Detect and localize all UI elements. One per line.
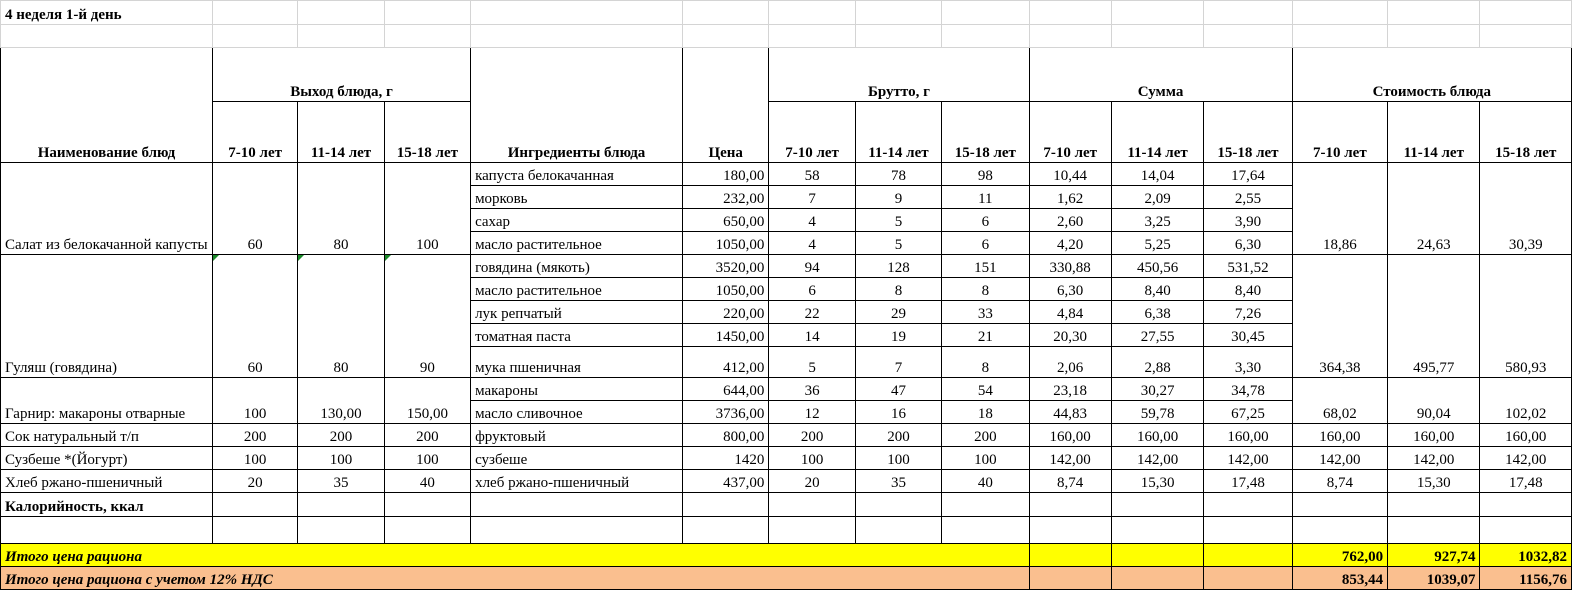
ingredient-brutto[interactable]: 6 (942, 232, 1029, 255)
ingredient-sum[interactable]: 6,30 (1204, 232, 1292, 255)
ingredient-sum[interactable]: 6,38 (1111, 301, 1203, 324)
empty-cell[interactable] (212, 493, 297, 517)
empty-cell[interactable] (471, 1, 683, 25)
header-brutto[interactable]: Брутто, г (769, 48, 1029, 102)
ingredient-brutto[interactable]: 36 (769, 378, 855, 401)
header-yield[interactable]: Выход блюда, г (212, 48, 470, 102)
ingredient-name[interactable]: капуста белокачанная (471, 163, 683, 186)
ingredient-sum[interactable]: 142,00 (1111, 447, 1203, 470)
ingredient-brutto[interactable]: 58 (769, 163, 855, 186)
ingredient-name[interactable]: говядина (мякоть) (471, 255, 683, 278)
empty-cell[interactable] (298, 25, 384, 48)
ingredient-name[interactable]: сузбеше (471, 447, 683, 470)
empty-cell[interactable] (683, 25, 769, 48)
empty-cell[interactable] (1029, 25, 1111, 48)
empty-cell[interactable] (1388, 493, 1480, 517)
ingredient-brutto[interactable]: 7 (855, 347, 941, 378)
empty-cell[interactable] (1480, 25, 1572, 48)
empty-cell[interactable] (942, 25, 1029, 48)
ingredient-brutto[interactable]: 35 (855, 470, 941, 493)
ingredient-brutto[interactable]: 54 (942, 378, 1029, 401)
ingredient-sum[interactable]: 450,56 (1111, 255, 1203, 278)
ingredient-sum[interactable]: 4,84 (1029, 301, 1111, 324)
ingredient-sum[interactable]: 5,25 (1111, 232, 1203, 255)
ingredient-name[interactable]: хлеб ржано-пшеничный (471, 470, 683, 493)
empty-cell[interactable] (212, 517, 297, 544)
total-vat-value[interactable]: 1039,07 (1388, 567, 1480, 590)
empty-cell[interactable] (384, 493, 470, 517)
empty-cell[interactable] (1111, 1, 1203, 25)
ingredient-brutto[interactable]: 100 (769, 447, 855, 470)
empty-cell[interactable] (855, 1, 941, 25)
ingredient-brutto[interactable]: 200 (855, 424, 941, 447)
ingredient-price[interactable]: 437,00 (683, 470, 769, 493)
ingredient-sum[interactable]: 27,55 (1111, 324, 1203, 347)
ingredient-brutto[interactable]: 200 (769, 424, 855, 447)
ingredient-sum[interactable]: 59,78 (1111, 401, 1203, 424)
header-age-3[interactable]: 15-18 лет (1204, 102, 1292, 163)
header-age-2[interactable]: 11-14 лет (298, 102, 384, 163)
empty-cell[interactable] (471, 25, 683, 48)
empty-cell[interactable] (471, 493, 683, 517)
header-age-1[interactable]: 7-10 лет (1292, 102, 1387, 163)
calories-label[interactable]: Калорийность, ккал (1, 493, 213, 517)
ingredient-price[interactable]: 3520,00 (683, 255, 769, 278)
empty-cell[interactable] (942, 517, 1029, 544)
dish-yield[interactable]: 100 (212, 447, 297, 470)
empty-cell[interactable] (769, 25, 855, 48)
empty-cell[interactable] (1204, 493, 1292, 517)
empty-cell[interactable] (1204, 1, 1292, 25)
dish-yield[interactable]: 200 (298, 424, 384, 447)
ingredient-brutto[interactable]: 29 (855, 301, 941, 324)
dish-cost[interactable]: 160,00 (1480, 424, 1572, 447)
ingredient-name[interactable]: масло растительное (471, 232, 683, 255)
ingredient-sum[interactable]: 8,74 (1029, 470, 1111, 493)
ingredient-brutto[interactable]: 47 (855, 378, 941, 401)
empty-cell[interactable] (1111, 517, 1203, 544)
ingredient-brutto[interactable]: 16 (855, 401, 941, 424)
ingredient-brutto[interactable]: 21 (942, 324, 1029, 347)
ingredient-brutto[interactable]: 98 (942, 163, 1029, 186)
ingredient-sum[interactable]: 23,18 (1029, 378, 1111, 401)
dish-cost[interactable]: 24,63 (1388, 163, 1480, 255)
dish-yield[interactable]: 20 (212, 470, 297, 493)
ingredient-brutto[interactable]: 100 (942, 447, 1029, 470)
ingredient-sum[interactable]: 2,60 (1029, 209, 1111, 232)
ingredient-brutto[interactable]: 151 (942, 255, 1029, 278)
dish-cost[interactable]: 8,74 (1292, 470, 1387, 493)
dish-yield[interactable]: 100 (298, 447, 384, 470)
ingredient-brutto[interactable]: 18 (942, 401, 1029, 424)
empty-cell[interactable] (769, 1, 855, 25)
ingredient-price[interactable]: 180,00 (683, 163, 769, 186)
empty-cell[interactable] (1111, 567, 1203, 590)
empty-cell[interactable] (855, 25, 941, 48)
header-ingredients[interactable]: Ингредиенты блюда (471, 48, 683, 163)
ingredient-brutto[interactable]: 5 (769, 347, 855, 378)
ingredient-sum[interactable]: 3,30 (1204, 347, 1292, 378)
ingredient-price[interactable]: 220,00 (683, 301, 769, 324)
ingredient-price[interactable]: 3736,00 (683, 401, 769, 424)
ingredient-name[interactable]: мука пшеничная (471, 347, 683, 378)
empty-cell[interactable] (1204, 25, 1292, 48)
ingredient-sum[interactable]: 531,52 (1204, 255, 1292, 278)
ingredient-name[interactable]: сахар (471, 209, 683, 232)
dish-cost[interactable]: 142,00 (1292, 447, 1387, 470)
empty-cell[interactable] (1111, 544, 1203, 567)
empty-cell[interactable] (1480, 493, 1572, 517)
header-age-1[interactable]: 7-10 лет (212, 102, 297, 163)
sheet-row (1, 255, 1572, 278)
sheet-row (1, 163, 1572, 186)
empty-cell[interactable] (769, 517, 855, 544)
empty-cell[interactable] (1292, 493, 1387, 517)
empty-cell[interactable] (298, 1, 384, 25)
ingredient-price[interactable]: 1420 (683, 447, 769, 470)
sheet-row (1, 424, 1572, 447)
dish-yield[interactable]: 80 (298, 255, 384, 378)
header-age-3[interactable]: 15-18 лет (384, 102, 470, 163)
ingredient-sum[interactable]: 44,83 (1029, 401, 1111, 424)
ingredient-sum[interactable]: 2,55 (1204, 186, 1292, 209)
empty-cell[interactable] (1480, 1, 1572, 25)
ingredient-brutto[interactable]: 4 (769, 209, 855, 232)
dish-yield[interactable]: 100 (384, 447, 470, 470)
empty-cell[interactable] (298, 493, 384, 517)
header-age-1[interactable]: 7-10 лет (1029, 102, 1111, 163)
header-age-2[interactable]: 11-14 лет (1388, 102, 1480, 163)
empty-cell[interactable] (384, 517, 470, 544)
ingredient-sum[interactable]: 7,26 (1204, 301, 1292, 324)
empty-cell[interactable] (212, 25, 297, 48)
total-vat-value[interactable]: 1156,76 (1480, 567, 1572, 590)
empty-cell[interactable] (683, 517, 769, 544)
total-value[interactable]: 762,00 (1292, 544, 1387, 567)
ingredient-price[interactable]: 1050,00 (683, 278, 769, 301)
ingredient-brutto[interactable]: 8 (942, 278, 1029, 301)
ingredient-sum[interactable]: 142,00 (1204, 447, 1292, 470)
ingredient-sum[interactable]: 8,40 (1111, 278, 1203, 301)
ingredient-sum[interactable]: 17,64 (1204, 163, 1292, 186)
empty-cell[interactable] (1388, 25, 1480, 48)
dish-cost[interactable]: 160,00 (1388, 424, 1480, 447)
dish-cost[interactable]: 68,02 (1292, 378, 1387, 424)
empty-cell[interactable] (298, 517, 384, 544)
dish-cost[interactable]: 18,86 (1292, 163, 1387, 255)
dish-name[interactable]: Сок натуральный т/п (1, 424, 213, 447)
ingredient-sum[interactable]: 142,00 (1029, 447, 1111, 470)
ingredient-name[interactable]: морковь (471, 186, 683, 209)
ingredient-sum[interactable]: 2,88 (1111, 347, 1203, 378)
total-label[interactable]: Итого цена рациона (1, 544, 1030, 567)
ingredient-brutto[interactable]: 20 (769, 470, 855, 493)
sheet-row (1, 544, 1572, 567)
dish-cost[interactable]: 495,77 (1388, 255, 1480, 378)
header-price[interactable]: Цена (683, 48, 769, 163)
ingredient-price[interactable]: 650,00 (683, 209, 769, 232)
dish-yield[interactable]: 35 (298, 470, 384, 493)
empty-cell[interactable] (769, 493, 855, 517)
dish-yield[interactable]: 40 (384, 470, 470, 493)
dish-cost[interactable]: 580,93 (1480, 255, 1572, 378)
empty-cell[interactable] (1204, 567, 1292, 590)
sheet-row (1, 378, 1572, 401)
ingredient-sum[interactable]: 30,45 (1204, 324, 1292, 347)
empty-cell[interactable] (384, 25, 470, 48)
empty-cell[interactable] (1029, 493, 1111, 517)
ingredient-sum[interactable]: 2,06 (1029, 347, 1111, 378)
ingredient-price[interactable]: 1450,00 (683, 324, 769, 347)
ingredient-brutto[interactable]: 7 (769, 186, 855, 209)
header-dish-name[interactable]: Наименование блюд (1, 48, 213, 163)
empty-cell[interactable] (855, 517, 941, 544)
sheet-row (1, 470, 1572, 493)
sheet-row (1, 48, 1572, 102)
sheet-row (1, 567, 1572, 590)
dish-yield[interactable]: 130,00 (298, 378, 384, 424)
ingredient-brutto[interactable]: 8 (942, 347, 1029, 378)
empty-cell[interactable] (1, 25, 213, 48)
ingredient-brutto[interactable]: 6 (942, 209, 1029, 232)
empty-cell[interactable] (1, 517, 213, 544)
empty-cell[interactable] (471, 517, 683, 544)
ingredient-sum[interactable]: 15,30 (1111, 470, 1203, 493)
dish-name[interactable]: Салат из белокачанной капусты (1, 163, 213, 255)
total-vat-value[interactable]: 853,44 (1292, 567, 1387, 590)
sheet-row (1, 447, 1572, 470)
ingredient-name[interactable]: масло растительное (471, 278, 683, 301)
dish-yield[interactable]: 150,00 (384, 378, 470, 424)
ingredient-brutto[interactable]: 19 (855, 324, 941, 347)
empty-cell[interactable] (384, 1, 470, 25)
dish-name[interactable]: Сузбеше *(Йогурт) (1, 447, 213, 470)
empty-cell[interactable] (1029, 1, 1111, 25)
dish-name[interactable]: Гуляш (говядина) (1, 255, 213, 378)
ingredient-name[interactable]: лук репчатый (471, 301, 683, 324)
dish-name[interactable]: Гарнир: макароны отварные (1, 378, 213, 424)
empty-cell[interactable] (1292, 517, 1387, 544)
ingredient-brutto[interactable]: 22 (769, 301, 855, 324)
sheet-row (1, 517, 1572, 544)
ingredient-sum[interactable]: 14,04 (1111, 163, 1203, 186)
ingredient-brutto[interactable]: 94 (769, 255, 855, 278)
ingredient-brutto[interactable]: 5 (855, 209, 941, 232)
empty-cell[interactable] (1029, 517, 1111, 544)
dish-cost[interactable]: 17,48 (1480, 470, 1572, 493)
dish-cost[interactable]: 142,00 (1388, 447, 1480, 470)
ingredient-name[interactable]: томатная паста (471, 324, 683, 347)
empty-cell[interactable] (1111, 25, 1203, 48)
dish-yield[interactable]: 200 (212, 424, 297, 447)
header-age-1[interactable]: 7-10 лет (769, 102, 855, 163)
ingredient-price[interactable]: 1050,00 (683, 232, 769, 255)
dish-cost[interactable]: 364,38 (1292, 255, 1387, 378)
ingredient-price[interactable]: 232,00 (683, 186, 769, 209)
dish-cost[interactable]: 160,00 (1292, 424, 1387, 447)
ingredient-brutto[interactable]: 9 (855, 186, 941, 209)
ingredient-sum[interactable]: 6,30 (1029, 278, 1111, 301)
total-vat-label[interactable]: Итого цена рациона с учетом 12% НДС (1, 567, 1030, 590)
empty-cell[interactable] (212, 1, 297, 25)
ingredient-brutto[interactable]: 128 (855, 255, 941, 278)
empty-cell[interactable] (1480, 517, 1572, 544)
ingredient-brutto[interactable]: 11 (942, 186, 1029, 209)
ingredient-brutto[interactable]: 33 (942, 301, 1029, 324)
ingredient-sum[interactable]: 3,25 (1111, 209, 1203, 232)
empty-cell[interactable] (1204, 517, 1292, 544)
header-sum[interactable]: Сумма (1029, 48, 1292, 102)
ingredient-sum[interactable]: 30,27 (1111, 378, 1203, 401)
empty-cell[interactable] (683, 1, 769, 25)
empty-cell[interactable] (1111, 493, 1203, 517)
ingredient-brutto[interactable]: 100 (855, 447, 941, 470)
header-age-3[interactable]: 15-18 лет (1480, 102, 1572, 163)
ingredient-sum[interactable]: 67,25 (1204, 401, 1292, 424)
dish-yield[interactable]: 80 (298, 163, 384, 255)
sheet-row (1, 493, 1572, 517)
ingredient-brutto[interactable]: 5 (855, 232, 941, 255)
dish-cost[interactable]: 90,04 (1388, 378, 1480, 424)
sheet-row (1, 25, 1572, 48)
dish-yield[interactable]: 60 (212, 255, 297, 378)
sheet-title[interactable]: 4 неделя 1-й день (1, 1, 213, 25)
ingredient-sum[interactable]: 160,00 (1111, 424, 1203, 447)
ingredient-price[interactable]: 800,00 (683, 424, 769, 447)
dish-yield[interactable]: 200 (384, 424, 470, 447)
ingredient-sum[interactable]: 330,88 (1029, 255, 1111, 278)
empty-cell[interactable] (942, 493, 1029, 517)
empty-cell[interactable] (942, 1, 1029, 25)
dish-cost[interactable]: 142,00 (1480, 447, 1572, 470)
ingredient-sum[interactable]: 34,78 (1204, 378, 1292, 401)
ingredient-sum[interactable]: 10,44 (1029, 163, 1111, 186)
ingredient-brutto[interactable]: 4 (769, 232, 855, 255)
ingredient-sum[interactable]: 8,40 (1204, 278, 1292, 301)
dish-yield[interactable]: 100 (212, 378, 297, 424)
dish-name[interactable]: Хлеб ржано-пшеничный (1, 470, 213, 493)
ingredient-sum[interactable]: 160,00 (1029, 424, 1111, 447)
ingredient-sum[interactable]: 17,48 (1204, 470, 1292, 493)
empty-cell[interactable] (1388, 517, 1480, 544)
ingredient-brutto[interactable]: 40 (942, 470, 1029, 493)
ingredient-price[interactable]: 412,00 (683, 347, 769, 378)
header-age-3[interactable]: 15-18 лет (942, 102, 1029, 163)
ingredient-name[interactable]: масло сливочное (471, 401, 683, 424)
ingredient-brutto[interactable]: 12 (769, 401, 855, 424)
ingredient-brutto[interactable]: 6 (769, 278, 855, 301)
ingredient-sum[interactable]: 4,20 (1029, 232, 1111, 255)
ingredient-sum[interactable]: 3,90 (1204, 209, 1292, 232)
total-value[interactable]: 1032,82 (1480, 544, 1572, 567)
ingredient-sum[interactable]: 1,62 (1029, 186, 1111, 209)
ingredient-name[interactable]: макароны (471, 378, 683, 401)
ingredient-brutto[interactable]: 200 (942, 424, 1029, 447)
ingredient-sum[interactable]: 160,00 (1204, 424, 1292, 447)
dish-cost[interactable]: 30,39 (1480, 163, 1572, 255)
header-age-2[interactable]: 11-14 лет (1111, 102, 1203, 163)
empty-cell[interactable] (1204, 544, 1292, 567)
sheet-row (1, 1, 1572, 25)
ingredient-sum[interactable]: 2,09 (1111, 186, 1203, 209)
ingredient-brutto[interactable]: 8 (855, 278, 941, 301)
ingredient-brutto[interactable]: 78 (855, 163, 941, 186)
header-age-2[interactable]: 11-14 лет (855, 102, 941, 163)
dish-cost[interactable]: 102,02 (1480, 378, 1572, 424)
dish-yield[interactable]: 90 (384, 255, 470, 378)
empty-cell[interactable] (1029, 544, 1111, 567)
empty-cell[interactable] (1029, 567, 1111, 590)
empty-cell[interactable] (855, 493, 941, 517)
ingredient-price[interactable]: 644,00 (683, 378, 769, 401)
empty-cell[interactable] (1388, 1, 1480, 25)
empty-cell[interactable] (683, 493, 769, 517)
ingredient-sum[interactable]: 20,30 (1029, 324, 1111, 347)
dish-yield[interactable]: 100 (384, 163, 470, 255)
header-cost[interactable]: Стоимость блюда (1292, 48, 1571, 102)
sheet-row (1, 102, 1572, 163)
dish-yield[interactable]: 60 (212, 163, 297, 255)
dish-cost[interactable]: 15,30 (1388, 470, 1480, 493)
total-value[interactable]: 927,74 (1388, 544, 1480, 567)
empty-cell[interactable] (1292, 1, 1387, 25)
ingredient-brutto[interactable]: 14 (769, 324, 855, 347)
ingredient-name[interactable]: фруктовый (471, 424, 683, 447)
empty-cell[interactable] (1292, 25, 1387, 48)
